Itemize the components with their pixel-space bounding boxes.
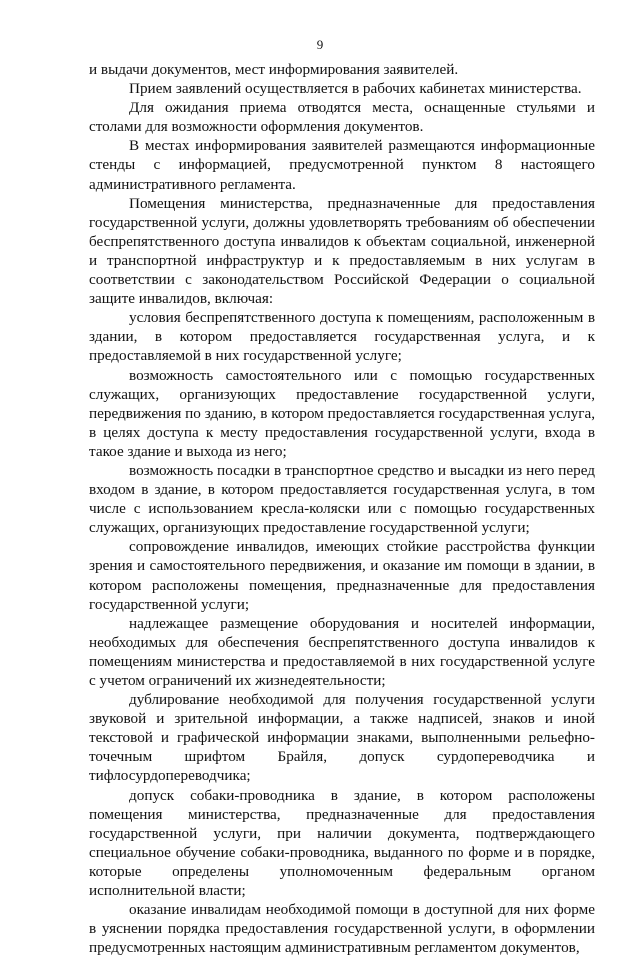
paragraph-waiting-places: Для ожидания приема отводятся места, оснащенные стульями и столами для возможности оформления документов. bbox=[89, 99, 595, 136]
list-item-access-conditions: условия беспрепятственного доступа к помещениям, расположенным в здании, в котором предоставляется государственная услуга, и к предоставляемой в них государственной услуге; bbox=[89, 309, 595, 365]
list-item-guide-dog: допуск собаки-проводника в здание, в котором расположены помещения министерства, предназначенные для предоставления государственной услуги, при наличии документа, подтверждающего специальное обучение собаки-проводника, выданного по форме и в порядке, которые определены уполномоченным федеральным органом исполнительной власти; bbox=[89, 786, 595, 900]
body-text bbox=[89, 60, 595, 957]
paragraph-information-stands: В местах информирования заявителей размещаются информационные стенды с информацией, предусмотренной пунктом 8 настоящего административного регламента. bbox=[89, 137, 595, 193]
paragraph-continuation: и выдачи документов, мест информирования заявителей. bbox=[89, 61, 459, 78]
list-item-movement: возможность самостоятельного или с помощью государственных служащих, организующих предоставление государственной услуги, передвижения по зданию, в котором предоставляется государственная услуга, в целях доступа к месту предоставления государственной услуги, входа в такое здание и выхода из него; bbox=[89, 366, 595, 460]
list-item-transport-boarding: возможность посадки в транспортное средство и высадки из него перед входом в здание, в котором предоставляется государственная услуга, в том числе с использованием кресла-коляски или с помощью государственных служащих, организующих предоставление государственной услуги; bbox=[89, 461, 595, 537]
page-number: 9 bbox=[316, 37, 324, 52]
list-item-equipment-placement: надлежащее размещение оборудования и носителей информации, необходимых для обеспечения беспрепятственного доступа инвалидов к помещениям министерства и предоставляемой в них государственной услуге с учетом ограничений их жизнедеятельности; bbox=[89, 614, 595, 689]
paragraph-reception-rooms: Прием заявлений осуществляется в рабочих кабинетах министерства. bbox=[129, 80, 582, 98]
list-item-escort: сопровождение инвалидов, имеющих стойкие расстройства функции зрения и самостоятельного передвижения, и оказание им помощи в здании, в котором расположены помещения, предназначенные для предоставления государственной услуги; bbox=[89, 538, 595, 613]
list-item-assistance: оказание инвалидам необходимой помощи в доступной для них форме в уяснении порядка предоставления государственной услуги, в оформлении предусмотренных настоящим административным регламентом документов, bbox=[89, 901, 595, 957]
list-item-braille-duplication: дублирование необходимой для получения государственной услуги звуковой и зрительной информации, а также надписей, знаков и иной текстовой и графической информации знаками, выполненными рельефно-точечным шрифтом Брайля, допуск сурдопереводчика и тифлосурдопереводчика; bbox=[89, 691, 595, 785]
paragraph-premises-requirements: Помещения министерства, предназначенные для предоставления государственной услуги, должны удовлетворять требованиям об обеспечении беспрепятственного доступа инвалидов к объектам социальной, инженерной и транспортной инфраструктур и к предоставляемым в них услугам в соответствии с законодательством Российской Федерации о социальной защите инвалидов, включая: bbox=[89, 194, 595, 308]
